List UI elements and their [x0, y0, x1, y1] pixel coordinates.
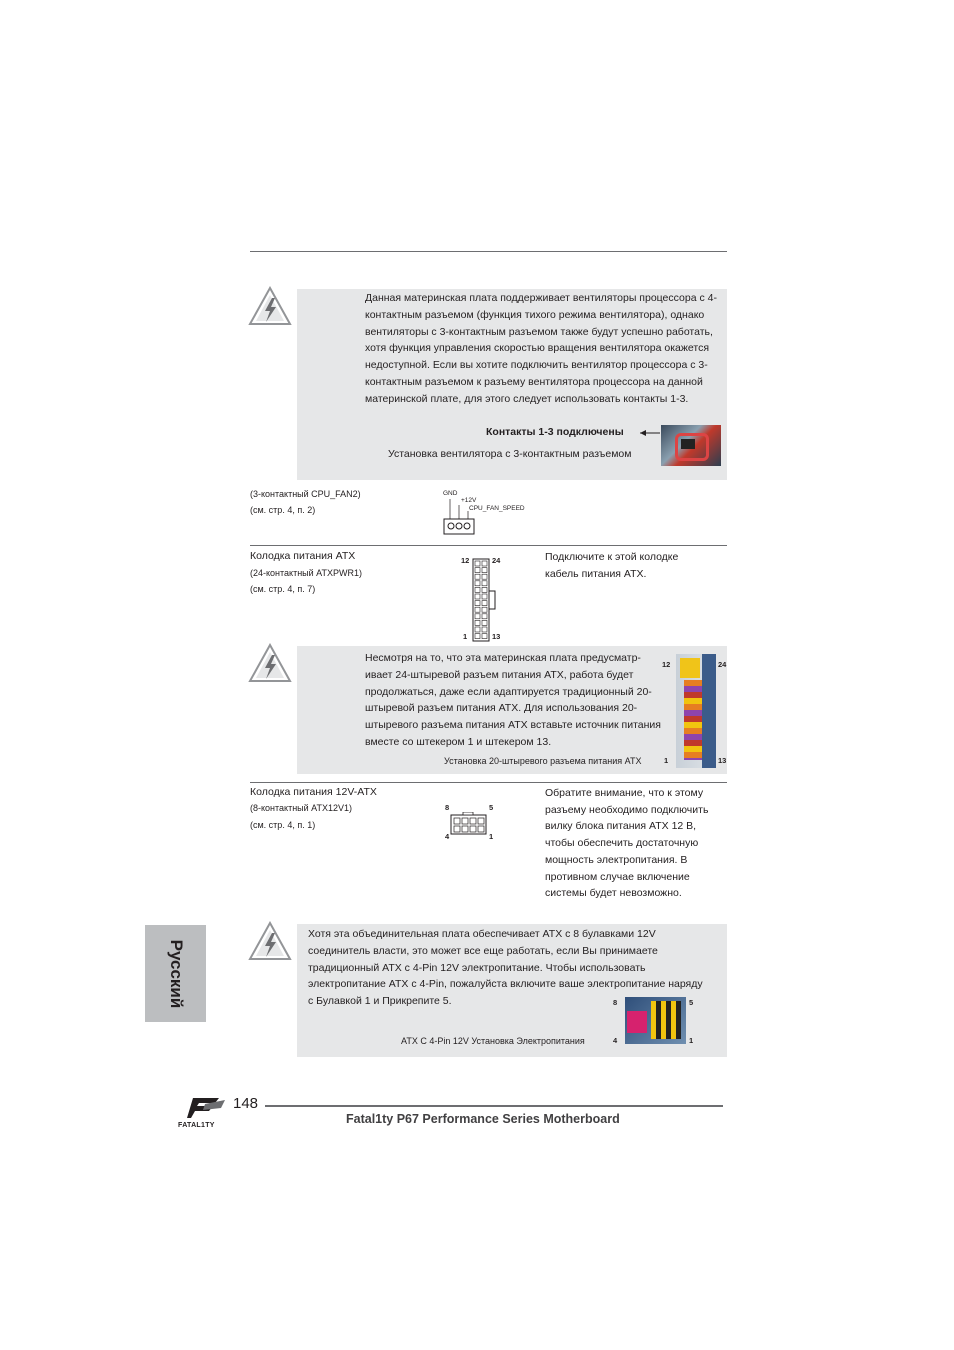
pin-label-12v: +12V — [461, 497, 477, 504]
atx20-pin-1: 1 — [664, 756, 669, 765]
atx-ref: (см. стр. 4, п. 7) — [250, 584, 316, 594]
cpu-fan-ref: (см. стр. 4, п. 2) — [250, 505, 316, 515]
atx4pin-pin-4: 4 — [613, 1036, 618, 1045]
atx24-connector-diagram — [472, 556, 501, 642]
atx12v-connector-diagram — [450, 812, 488, 836]
atx12v-type: (8-контактный ATX12V1) — [250, 803, 353, 813]
atx4pin-pin-1: 1 — [689, 1036, 694, 1045]
atx20-install-caption: Установка 20-штыревого разъема питания ATX — [444, 756, 642, 766]
warning-icon — [248, 643, 292, 683]
atx4pin-install-photo — [625, 997, 686, 1044]
footer-title: Fatal1ty P67 Performance Series Motherboard — [346, 1112, 620, 1126]
atx-pin-13: 13 — [492, 632, 501, 641]
fan-install-caption: Установка вентилятора с 3-контактным разъемом — [388, 448, 632, 460]
atx12v-pin-8: 8 — [445, 803, 450, 812]
atx4pin-install-caption: ATX С 4-Pin 12V Установка Электропитания — [401, 1036, 585, 1046]
atx20-pin-12: 12 — [662, 660, 671, 669]
atx20-install-photo — [676, 654, 716, 768]
atx-pin-24: 24 — [492, 556, 501, 565]
arrow-left-icon — [638, 428, 660, 438]
top-rule — [250, 251, 727, 252]
note-4pin-text: Хотя эта объединительная плата обеспечивает ATX с 8 булавками 12V соединитель власти, это может все еще работать, если Вы принимаете традиционный ATX с 4-Pin 12V электропитание. Чтобы использовать электропитание ATX с 4-Pin, пожалуйста включите ваше электропитание наряду с Булавкой 1 и Прикрепите 5. — [308, 928, 703, 1008]
rule-atx12v — [250, 782, 727, 783]
atx12v-title: Колодка питания 12V-ATX — [250, 786, 377, 798]
atx-type: (24-контактный ATXPWR1) — [250, 568, 363, 578]
footer-rule — [265, 1105, 723, 1107]
page-number: 148 — [233, 1095, 259, 1112]
atx12v-pin-1: 1 — [489, 832, 494, 841]
atx20-pin-13: 13 — [718, 756, 727, 765]
pin-label-gnd: GND — [443, 490, 458, 497]
atx-title: Колодка питания ATX — [250, 550, 356, 562]
atx12v-ref: (см. стр. 4, п. 1) — [250, 820, 316, 830]
rule-atx — [250, 545, 727, 546]
fan-install-photo — [661, 425, 721, 466]
atx12v-desc: Обратите внимание, что к этому разъему необходимо подключить вилку блока питания ATX 12 В, чтобы обеспечить достаточную мощность электропитания. В противном случае включение системы будет невозможно. — [545, 787, 709, 900]
pin-label-speed: CPU_FAN_SPEED — [469, 505, 525, 512]
cpu-fan-type: (3-контактный CPU_FAN2) — [250, 489, 361, 499]
pins-connected-label: Контакты 1-3 подключены — [486, 426, 624, 438]
warning-icon — [248, 921, 292, 961]
cpu-fan-connector-diagram — [442, 497, 476, 537]
atx-pin-12: 12 — [461, 556, 470, 565]
atx4pin-pin-8: 8 — [613, 998, 618, 1007]
atx-desc: Подключите к этой колодке кабель питания ATX. — [545, 551, 679, 580]
atx-pin-1: 1 — [463, 632, 468, 641]
atx20-pin-24: 24 — [718, 660, 727, 669]
atx12v-pin-4: 4 — [445, 832, 450, 841]
note-atx20-text: Несмотря на то, что эта материнская плата предусматр- ивает 24-штыревой разъем питания ATX, работа будет продолжаться, даже если адаптируется традиционный 20-штыревой разъем питания ATX. Для использования 20-штыревого разъема питания ATX вставьте источник питания вместе со штекером 1 и штекером 13. — [365, 652, 661, 748]
warning-icon — [248, 286, 292, 326]
note-fan-text: Данная материнская плата поддерживает вентиляторы процессора с 4-контактным разъемом (функция тихого режима вентилятора), однако вентиляторы с 3-контактным разъемом также будут успешно работать, хотя функция управления скоростью вращения вентилятора окажется недоступной. Если вы хотите подключить вентилятор процессора с 3-контактным разъемом к разъему вентилятора процессора на данной материнской плате, для этого следует использовать контакты 1-3. — [365, 292, 717, 405]
atx12v-pin-5: 5 — [489, 803, 494, 812]
atx4pin-pin-5: 5 — [689, 998, 694, 1007]
fatal1ty-logo-text: FATAL1TY — [178, 1122, 215, 1129]
language-side-tab: Русский — [145, 925, 206, 1022]
